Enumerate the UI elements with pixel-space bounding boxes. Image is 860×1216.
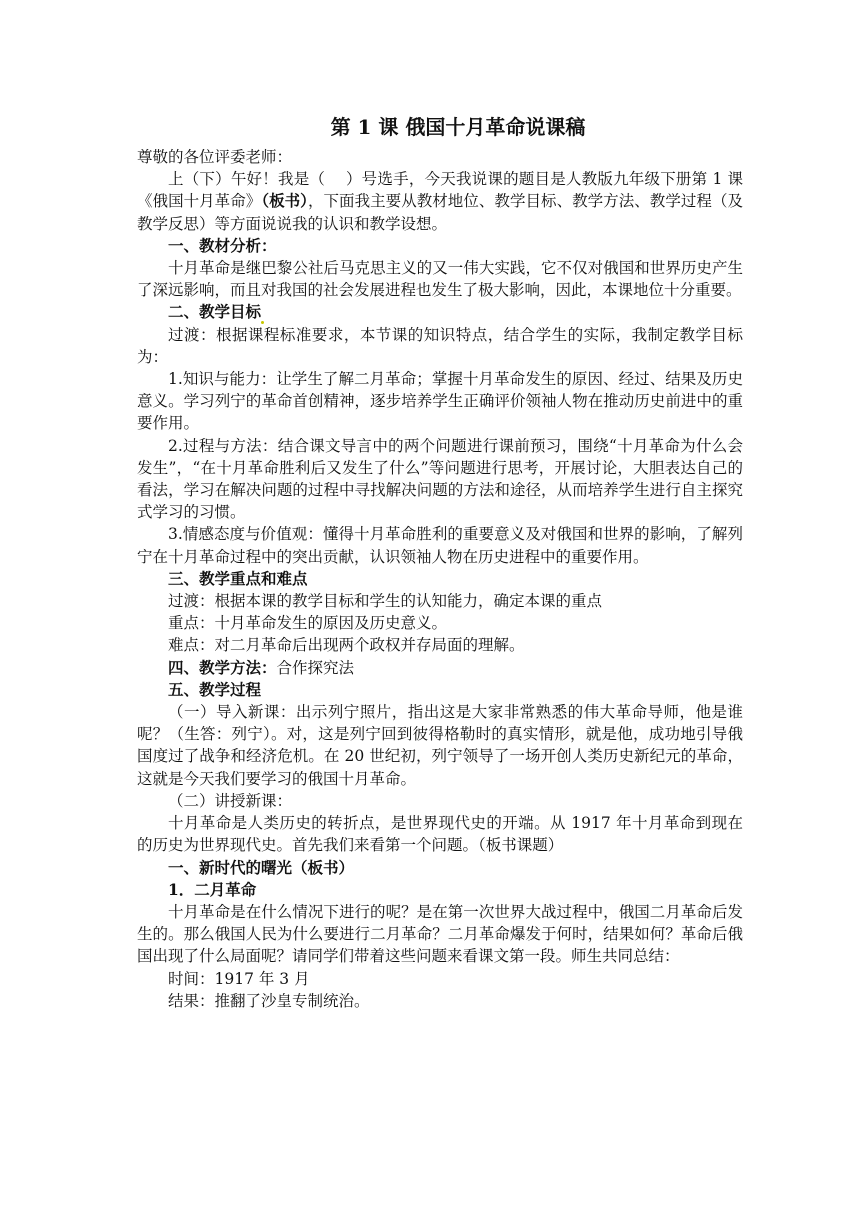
section-5-heading: 五、教学过程: [168, 679, 262, 699]
section-1-text: 十月革命是继巴黎公社后马克思主义的又一伟大实践，它不仅对俄国和世界历史产生了深远影响，而且对我国的社会发展进程也发生了极大影响，因此，本课地位十分重要。: [137, 259, 743, 300]
time-line: 时间：1917 年 3 月: [168, 969, 310, 988]
document-page: [137, 112, 743, 1012]
goal-3: 3.情感态度与价值观：懂得十月革命胜利的重要意义及对俄国和世界的影响，了解列宁在十月革命过程中的突出贡献，认识领袖人物在历史进程中的重要作用。: [137, 525, 743, 566]
document-title: 第 1 课 俄国十月革命说课稿: [330, 115, 586, 139]
subsection-1-heading: 一、新时代的曙光（板书）: [168, 857, 355, 877]
greeting: 尊敬的各位评委老师：: [137, 148, 293, 166]
section-4-line: [137, 657, 743, 679]
section-2-transition: 过渡：根据课程标准要求，本节课的知识特点，结合学生的实际，我制定教学目标为：: [137, 325, 743, 366]
section-4-text: 合作探究法: [276, 658, 355, 677]
section-2-heading: 二、教学目标: [168, 302, 262, 322]
subsection-1-1-heading: 1．二月革命: [168, 879, 257, 899]
section-3-transition: 过渡：根据本课的教学目标和学生的认知能力，确定本课的重点: [168, 592, 603, 611]
intro-text-1: 上（下）午好！我是（ ）号选手，今天我说课的题目是人教版九年级下册第 1 课《俄国十月革命》: [137, 170, 743, 211]
goal-1: 1.知识与能力：让学生了解二月革命；掌握十月革命发生的原因、经过、结果及历史意义。学习列宁的革命首创精神，逐步培养学生正确评价领袖人物在推动历史前进中的重要作用。: [137, 370, 743, 433]
process-intro: （一）导入新课：出示列宁照片，指出这是大家非常熟悉的伟大革命导师，他是谁呢？（生答：列宁）。对，这是列宁回到彼得格勒时的真实情形，就是他，成功地引导俄国度过了战争和经济危机。在 20 世纪初，列宁领导了一场开创人类历史新纪元的革命，这就是今天我们要学习的俄国十月革命。: [137, 703, 743, 788]
section-3-difficulty: 难点：对二月革命后出现两个政权并存局面的理解。: [168, 636, 525, 655]
intro-board-note: （板书）: [261, 191, 308, 211]
section-3-heading: 三、教学重点和难点: [168, 568, 308, 588]
result-line: 结果：推翻了沙皇专制统治。: [168, 991, 370, 1010]
process-new-lesson: （二）讲授新课：: [168, 791, 293, 810]
section-4-heading: 四、教学方法：: [168, 657, 277, 677]
goal-2: 2.过程与方法：结合课文导言中的两个问题进行课前预习，围绕“十月革命为什么会发生”，“在十月革命胜利后又发生了什么”等问题进行思考，开展讨论，大胆表达自己的看法，学习在解决问题的过程中寻找解决问题的方法和途径，从而培养学生进行自主探究式学习的习惯。: [137, 436, 743, 522]
section-1-heading: 一、教材分析：: [168, 235, 277, 255]
process-overview: 十月革命是人类历史的转折点，是世界现代史的开端。从 1917 年十月革命到现在的历史为世界现代史。首先我们来看第一个问题。（板书课题）: [137, 814, 743, 855]
intro-paragraph: [137, 168, 743, 235]
section-2-heading-line: [137, 301, 743, 323]
intro-text-2: ，下面我主要从教材地位、教学目标、教学方法、教学过程（及教学反思）等方面说说我的认识和教学设想。: [137, 192, 743, 233]
subsection-1-1-text: 十月革命是在什么情况下进行的呢？是在第一次世界大战过程中，俄国二月革命后发生的。那么俄国人民为什么要进行二月革命？二月革命爆发于何时，结果如何？革命后俄国出现了什么局面呢？请同学们带着这些问题来看课文第一段。师生共同总结：: [137, 902, 743, 966]
section-3-key-point: 重点：十月革命发生的原因及历史意义。: [168, 614, 448, 633]
